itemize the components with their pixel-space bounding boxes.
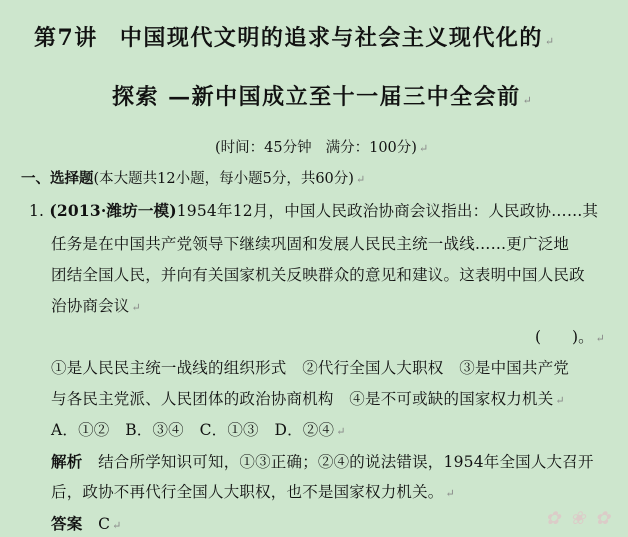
section-note: (本大题共12小题，每小题5分，共60分) xyxy=(93,171,354,187)
analysis-label: 解析 xyxy=(51,452,83,471)
exam-meta xyxy=(215,141,428,156)
paragraph-mark: ↵ xyxy=(336,425,346,438)
statement-text: 与各民主党派、人民团体的政治协商机构 ④是不可或缺的国家权力机关 xyxy=(51,390,554,408)
lecture-title-line2 xyxy=(112,86,533,108)
question-text: 治协商会议 xyxy=(51,297,130,315)
answer-value: C xyxy=(98,515,111,533)
question-number: 1. xyxy=(29,202,45,220)
answer-label: 答案 xyxy=(51,514,83,533)
exam-time: (时间：45分钟 xyxy=(215,140,312,156)
paragraph-mark: ↵ xyxy=(355,173,366,186)
paragraph-mark: ↵ xyxy=(418,142,429,155)
question-line-4 xyxy=(51,299,141,315)
paragraph-mark: ↵ xyxy=(595,332,605,345)
section-label: 一、选择题 xyxy=(21,170,94,187)
watermark-logo: ✿ ❀ ✿ xyxy=(545,508,612,529)
analysis-line-2 xyxy=(51,485,455,501)
question-source: (2013·潍坊一模) xyxy=(49,201,177,220)
lecture-title-line1 xyxy=(34,27,556,49)
lecture-subtitle: 探索 —新中国成立至十一届三中全会前 xyxy=(112,84,521,110)
analysis-line-1 xyxy=(51,454,594,471)
question-text: 1954年12月，中国人民政治协商会议指出：人民政协……其 xyxy=(176,202,599,220)
question-line-3 xyxy=(51,268,585,284)
options-text: A．①② B．③④ C．①③ D．②④ xyxy=(51,421,335,439)
answer-bracket xyxy=(535,330,605,346)
analysis-text: 后，政协不再代行全国人大职权，也不是国家权力机关。 xyxy=(51,483,444,501)
lecture-title-text: 中国现代文明的追求与社会主义现代化的 xyxy=(119,25,543,51)
paragraph-mark: ↵ xyxy=(522,94,534,107)
paragraph-mark: ↵ xyxy=(544,35,556,48)
statement-text: ①是人民民主统一战线的组织形式 ②代行全国人大职权 ③是中国共产党 xyxy=(51,359,570,377)
exam-score: 满分：100分) xyxy=(325,140,417,156)
lecture-number: 第7讲 xyxy=(34,25,98,51)
paragraph-mark: ↵ xyxy=(445,487,455,500)
question-text: 团结全国人民，并向有关国家机关反映群众的意见和建议。这表明中国人民政 xyxy=(51,266,585,284)
paragraph-mark: ↵ xyxy=(131,301,141,314)
paragraph-mark: ↵ xyxy=(112,519,122,532)
answer-bracket-text: ( )。 xyxy=(535,328,594,346)
answer-line xyxy=(51,516,122,533)
section-heading xyxy=(21,172,365,187)
question-line-1 xyxy=(29,203,598,220)
question-text: 任务是在中国共产党领导下继续巩固和发展人民民主统一战线……更广泛地 xyxy=(51,235,570,253)
paragraph-mark: ↵ xyxy=(555,394,565,407)
statement-line-2 xyxy=(51,392,565,408)
analysis-text: 结合所学知识可知，①③正确；②④的说法错误，1954年全国人大召开 xyxy=(98,453,594,471)
question-line-2 xyxy=(51,237,569,253)
statement-line-1 xyxy=(51,361,569,377)
answer-options xyxy=(51,423,346,439)
